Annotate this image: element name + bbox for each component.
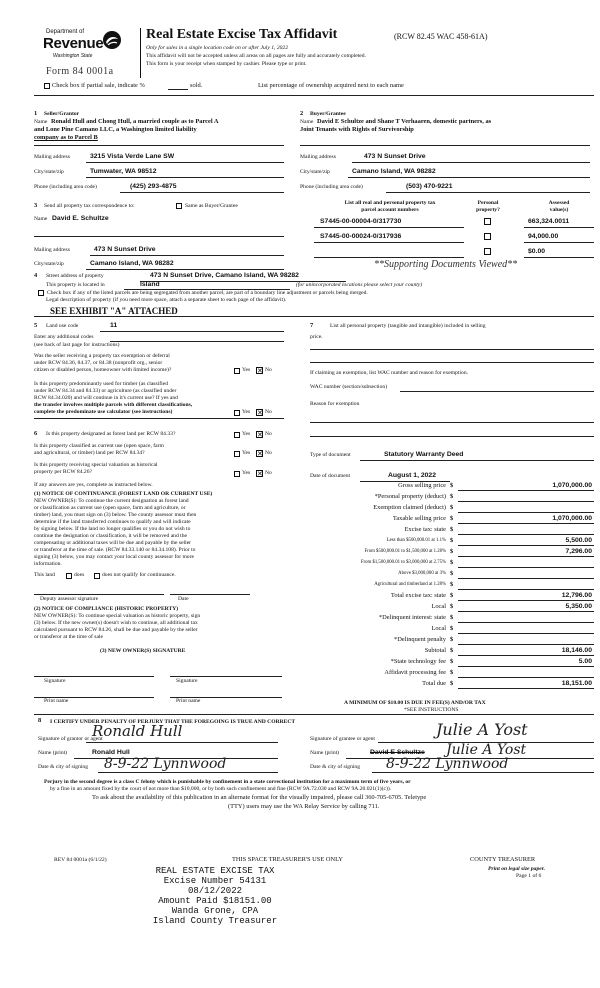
tax-corr-name-label: Name	[34, 216, 48, 222]
calc-underline	[458, 501, 594, 502]
seller-heading: Seller/Grantor	[44, 111, 80, 117]
dollar-sign: $	[450, 515, 454, 522]
stamp-line-4: Amount Paid $18151.00	[158, 896, 272, 906]
current-use-no-checkbox-checked[interactable]: ✕	[257, 450, 263, 458]
personal-property-label-2: price.	[310, 334, 323, 340]
header-divider	[140, 28, 141, 78]
seller-name-line-1: Ronald Hull and Chong Hull, a married couple as to Parcel A	[51, 118, 219, 125]
buyer-name-line-2: Joint Tenants with Rights of Survivorship	[300, 126, 414, 133]
exemption-yes-label: Yes	[242, 367, 251, 373]
seller-num: 1	[34, 110, 38, 117]
parcels-header-3: Assessed	[548, 200, 570, 206]
forest-no-checkbox-checked[interactable]: ✕	[257, 431, 263, 439]
see-instructions-note: *SEE INSTRUCTIONS	[404, 707, 459, 713]
parcel-row-1-number[interactable]: S7445-00-00004-0/317730	[320, 218, 402, 225]
grantee-name-label: Name (print)	[310, 750, 340, 756]
seller-mailing[interactable]: 3215 Vista Verde Lane SW	[90, 153, 175, 160]
current-use-yes-checkbox[interactable]	[234, 451, 240, 457]
seller-city[interactable]: Tumwater, WA 98512	[90, 168, 157, 175]
exemption-yes-checkbox[interactable]	[234, 368, 240, 374]
tax-corr-num: 3	[34, 202, 38, 209]
historic-question-line: property per RCW 84.26?	[34, 469, 92, 475]
notice-continuance-line: signing (3) below, you may contact your local county assessor for more	[34, 554, 194, 560]
timber-yes-label: Yes	[242, 409, 251, 415]
parcel-row-3-value[interactable]: $0.00	[528, 248, 546, 255]
parcels-header-3b: value(s)	[549, 207, 569, 213]
perjury-line-2: by a fine in an amount fixed by the court of not more than $10,000, or by both such confinement and fine (RCW 9A.72.030 and RCW 9A.20.021(1)(c)).	[50, 786, 392, 792]
calc-total-row-label: Total due	[422, 680, 446, 687]
segregated-checkbox[interactable]	[38, 290, 44, 296]
personal-property-label: List all personal property (tangible and intangible) included in selling	[330, 323, 486, 329]
notice-continuance-line: NEW OWNER(S): To continue the current designation as forest land	[34, 498, 189, 504]
calc-bracket-row-label: Agricultural and timberland at 1.28%	[374, 582, 446, 587]
segregated-label: Check box if any of the listed parcels are being segregated from another parcel, are part of a boundary line adjustment or parcels being merged.	[47, 290, 368, 296]
alternate-format-line-1: To ask about the availability of this publication in an alternate format for the visually impaired, please call 360-705-6705. Teletype	[92, 794, 427, 801]
deputy-assessor-label: Deputy assessor signature	[40, 596, 99, 602]
calc-underline	[458, 512, 594, 513]
seller-name-line-3: company as to Parcel B	[34, 134, 98, 141]
see-back-note: (see back of last page for instructions)	[34, 342, 120, 348]
unincorporated-note: (for unincorporated locations please select your county)	[296, 282, 423, 288]
does-qualify-checkbox[interactable]	[66, 573, 72, 579]
calc-total-row-value[interactable]: 18,151.00	[561, 680, 592, 687]
calc-total-row-label: Total excise tax: state	[390, 592, 446, 599]
parcel-row-3-personal-checkbox[interactable]	[484, 248, 491, 255]
wa-revenue-logo-icon	[102, 30, 122, 50]
notice-continuance-line: compensating or additional taxes will be due and payable by the seller	[34, 540, 192, 546]
treasurer-use-heading: THIS SPACE TREASURER'S USE ONLY	[232, 856, 343, 863]
timber-question-line: complete the predominate use calculator (see instructions)	[34, 409, 173, 415]
parcel-row-1-personal-checkbox[interactable]	[484, 218, 491, 225]
grantor-date-label: Date & city of signing	[38, 764, 89, 770]
minimum-due-note: A MINIMUM OF $10.00 IS DUE IN FEE(S) AND/OR TAX	[344, 700, 486, 706]
current-use-question-line: Is this property classified as current use (open space, farm	[34, 443, 164, 449]
calc-row-value[interactable]: 1,070,000.00	[552, 515, 592, 522]
historic-yes-checkbox[interactable]	[234, 471, 240, 477]
reason-for-exemption-label: Reason for exemption	[310, 401, 360, 407]
title-line-2: This affidavit will not be accepted unless all areas on all pages are fully and accurately completed.	[146, 53, 366, 59]
calc-bracket-row-label: From $500,000.01 to $1,500,000 at 1.28%	[364, 549, 446, 554]
dollar-sign: $	[450, 625, 454, 632]
calc-bracket-row-label: Above $3,000,000 at 3%	[398, 571, 446, 576]
dollar-sign: $	[450, 559, 454, 566]
calc-total-row-value[interactable]: 5,350.00	[565, 603, 592, 610]
dollar-sign: $	[450, 581, 454, 588]
notice-continuance-line: continue the designation or classification, it will be removed and the	[34, 533, 188, 539]
exemption-question-line: under RCW 84.36, 84.37, or 84.38 (nonprofit org., senior	[34, 360, 163, 366]
calc-bracket-row-label: Less than $500,000.01 at 1.1%	[386, 538, 446, 543]
seller-city-label: City/state/zip	[34, 169, 64, 175]
calc-row-label: Taxable selling price	[392, 515, 446, 522]
dollar-sign: $	[450, 570, 454, 577]
parcels-header-2b: property?	[476, 207, 500, 213]
grantee-name-handwritten[interactable]: Julie A Yost	[446, 742, 527, 758]
grantee-name-struck: David E Schultze	[370, 749, 425, 756]
dollar-sign: $	[450, 504, 454, 511]
parcel-row-2-number[interactable]: S7445-00-00024-0/317936	[320, 233, 402, 240]
buyer-name-line-1: David E Schultze and Shane T Verhaaren, domestic partners, as	[317, 118, 492, 125]
calc-underline	[458, 545, 594, 546]
dollar-sign: $	[450, 493, 454, 500]
calc-underline	[458, 534, 594, 535]
logo-name: Revenue	[43, 35, 104, 52]
forest-yes-checkbox[interactable]	[234, 432, 240, 438]
does-label: does	[74, 572, 85, 578]
street-address[interactable]: 473 N Sunset Drive, Camano Island, WA 98282	[150, 272, 299, 279]
notice-continuance-line: or classification as current use (open space, farm and agriculture, or	[34, 505, 186, 511]
calc-bracket-row-value[interactable]: 7,296.00	[565, 548, 592, 555]
parcels-header-2: Personal	[477, 200, 499, 206]
deputy-date-label: Date	[178, 596, 189, 602]
dollar-sign: $	[450, 603, 454, 610]
title-line-3: This form is your receipt when stamped by cashier. Please type or print.	[146, 61, 307, 67]
dollar-sign: $	[450, 669, 454, 676]
buyer-phone-label: Phone (including area code)	[300, 184, 363, 190]
calc-row-label: Exemption claimed (deduct)	[373, 504, 446, 511]
personal-property-num: 7	[310, 322, 314, 329]
tax-corr-mailing-label: Mailing address	[34, 247, 70, 253]
buyer-num: 2	[300, 110, 304, 117]
county-treasurer-heading: COUNTY TREASURER	[470, 856, 536, 863]
logo-state: Washington State	[53, 53, 93, 59]
seller-name-label: Name	[34, 119, 48, 125]
notice-continuance-title: (1) NOTICE OF CONTINUANCE (FOREST LAND OR CURRENT USE)	[34, 491, 213, 497]
calc-underline	[458, 644, 594, 645]
forest-num: 6	[34, 430, 38, 437]
grantee-date-label: Date & city of signing	[310, 764, 361, 770]
timber-question-line: the transfer involves multiple parcels with different classifications,	[34, 402, 193, 408]
dollar-sign: $	[450, 482, 454, 489]
perjury-line-1: Perjury in the second degree is a class C felony which is punishable by confinement in a state correctional institution for a maximum term of five years, or	[44, 779, 411, 785]
buyer-mailing[interactable]: 473 N Sunset Drive	[364, 153, 426, 160]
historic-yes-label: Yes	[242, 470, 251, 476]
forest-question: Is this property designated as forest land per RCW 84.33?	[46, 431, 176, 437]
document-type[interactable]: Statutory Warranty Deed	[384, 451, 464, 458]
buyer-city-label: City/state/zip	[300, 169, 330, 175]
stamp-line-5: Wanda Grone, CPA	[171, 906, 259, 916]
timber-question-line: RCW 84.34.020) and will continue in it's current use? If yes and	[34, 395, 178, 401]
any-yes-note: If any answers are yes, complete as instructed below.	[34, 482, 153, 488]
grantor-signature-label: Signature of grantor or agent	[38, 736, 103, 742]
dollar-sign: $	[450, 526, 454, 533]
partial-sale-sold: sold.	[190, 82, 203, 89]
alternate-format-line-2: (TTY) users may use the WA Relay Service by calling 711.	[228, 803, 380, 810]
parcel-row-1-value[interactable]: 663,324.0011	[528, 218, 570, 225]
timber-yes-checkbox[interactable]	[234, 410, 240, 416]
notice-compliance-line: NEW OWNER(S): To continue special valuation as historic property, sign	[34, 613, 201, 619]
buyer-phone[interactable]: (503) 470-9221	[406, 183, 453, 190]
stamp-line-3: 08/12/2022	[187, 886, 242, 896]
grantee-date-city[interactable]: 8-9-22 Lynnwood	[386, 756, 509, 772]
calc-bracket-row-value[interactable]: 5,500.00	[565, 537, 592, 544]
calc-row-label: Gross selling price	[398, 482, 446, 489]
historic-no-checkbox-checked[interactable]: ✕	[257, 470, 263, 478]
calc-underline	[458, 589, 594, 590]
page-number: Page 1 of 6	[516, 873, 542, 879]
seller-mailing-label: Mailing address	[34, 154, 70, 160]
current-use-no-label: No	[265, 450, 272, 456]
grantor-date-city[interactable]: 8-9-22 Lynnwood	[104, 756, 227, 772]
buyer-heading: Buyer/Grantee	[310, 111, 346, 117]
timber-no-label: No	[265, 409, 272, 415]
dollar-sign: $	[450, 680, 454, 687]
grantee-signature[interactable]: Julie A Yost	[436, 720, 528, 739]
notice-compliance-line: (3) below. If the new owner(s) doesn't wish to continue, all additional tax	[34, 620, 198, 626]
dollar-sign: $	[450, 614, 454, 621]
title-line-1: Only for sales in a single location code on or after July 1, 2022	[146, 45, 289, 51]
historic-question-line: Is this property receiving special valuation as historical	[34, 462, 158, 468]
tax-corr-mailing[interactable]: 473 N Sunset Drive	[94, 246, 156, 253]
grantor-name[interactable]: Ronald Hull	[92, 749, 130, 756]
exemption-no-checkbox-checked[interactable]: ✕	[257, 367, 263, 375]
exhibit-a-note: SEE EXHIBIT "A" ATTACHED	[50, 306, 178, 316]
stamp-line-2: Excise Number 54131	[163, 876, 267, 886]
street-label: Street address of property	[46, 273, 104, 279]
notice-compliance-line: calculated pursuant to RCW 84.26, shall be due and payable by the seller	[34, 627, 198, 633]
calc-total-row-label: Subtotal	[424, 647, 446, 654]
seller-name-line-2: and Lone Pine Camano LLC, a Washington limited liability	[34, 126, 197, 133]
tax-corr-name[interactable]: David E. Schultze	[52, 215, 109, 222]
this-land-label: This land	[34, 572, 55, 578]
parcels-header-1: List all real and personal property tax	[344, 200, 436, 206]
stamp-line-6: Island County Treasurer	[152, 916, 278, 926]
current-use-question-line: and agricultural, or timber) land per RCW 84.34?	[34, 450, 145, 456]
notice-continuance-line: or transferor at the time of sale. (RCW 84.33.140 or 84.34.108). Prior to	[34, 547, 196, 553]
partial-sale-checkbox[interactable]	[44, 83, 50, 89]
exemption-no-label: No	[265, 367, 272, 373]
exemption-wac-note: If claiming an exemption, list WAC number and reason for exemption.	[310, 370, 469, 376]
legal-paper-note: Print on legal size paper.	[488, 866, 546, 872]
logo-dept: Department of	[46, 29, 85, 35]
calc-underline	[458, 677, 594, 678]
list-percentage-note: List percentage of ownership acquired next to each name	[258, 82, 404, 89]
stamp-line-1: REAL ESTATE EXCISE TAX	[155, 866, 275, 876]
calc-bracket-row-label: From $1,500,000.01 to $3,000,000 at 2.75%	[360, 560, 446, 565]
grantee-signature-label: Signature of grantee or agent	[310, 736, 375, 742]
notice-continuance-line: timber) land, you must sign on (3) below. The county assessor must then	[34, 512, 197, 518]
dollar-sign: $	[450, 658, 454, 665]
tax-corr-label: Send all property tax correspondence to:	[44, 203, 135, 209]
street-num: 4	[34, 272, 38, 279]
tax-corr-city-label: City/state/zip	[34, 261, 64, 267]
notice-continuance-line: determine if the land transferred continues to qualify and will indicate	[34, 519, 191, 525]
parcels-header-1b: parcel account numbers	[361, 207, 419, 213]
calc-underline	[458, 688, 594, 689]
forest-no-label: No	[265, 431, 272, 437]
calc-underline	[458, 622, 594, 623]
calc-total-row-label: *Delinquent interest: state	[378, 614, 446, 621]
calc-underline	[458, 655, 594, 656]
calc-total-row-label: *Delinquent penalty	[394, 636, 446, 643]
dollar-sign: $	[450, 647, 454, 654]
wac-number-label: WAC number (section/subsection)	[310, 384, 388, 390]
certify-num: 8	[38, 717, 42, 724]
timber-no-checkbox-checked[interactable]: ✕	[257, 409, 263, 417]
parcel-row-2-personal-checkbox[interactable]	[484, 233, 491, 240]
land-use-num: 5	[34, 322, 38, 329]
additional-codes-label: Enter any additional codes	[34, 334, 94, 340]
document-date[interactable]: August 1, 2022	[388, 472, 436, 479]
form-title: Real Estate Excise Tax Affidavit	[146, 27, 338, 42]
dollar-sign: $	[450, 592, 454, 599]
current-use-yes-label: Yes	[242, 450, 251, 456]
land-use-label: Land use code	[46, 323, 79, 329]
grantor-name-label: Name (print)	[38, 750, 68, 756]
land-use-code[interactable]: 11	[110, 322, 118, 329]
calc-total-row-label: *State technology fee	[390, 658, 446, 665]
timber-question-line: under RCW 84.34 and 84.33) or agriculture (as classified under	[34, 388, 177, 394]
dollar-sign: $	[450, 636, 454, 643]
buyer-city[interactable]: Camano Island, WA 98282	[352, 168, 436, 175]
treasurer-receipt-stamp	[120, 866, 310, 926]
calc-underline	[458, 490, 594, 491]
seller-phone-label: Phone (including area code)	[34, 184, 97, 190]
supporting-docs-note: **Supporting Documents Viewed**	[374, 259, 518, 270]
calc-underline	[458, 633, 594, 634]
document-date-label: Date of document	[310, 473, 351, 479]
calc-total-row-value[interactable]: 12,796.00	[561, 592, 592, 599]
buyer-mailing-label: Mailing address	[300, 154, 336, 160]
calc-row-label: *Personal property (deduct)	[374, 493, 446, 500]
notice-compliance-title: (2) NOTICE OF COMPLIANCE (HISTORIC PROPERTY)	[34, 606, 179, 612]
exemption-question-line: Was the seller receiving a property tax exemption or deferral	[34, 353, 170, 359]
calc-row-value[interactable]: 1,070,000.00	[552, 482, 592, 489]
calc-total-row-label: Affidavit processing fee	[384, 669, 446, 676]
forest-yes-label: Yes	[242, 431, 251, 437]
notice-continuance-line: information.	[34, 561, 62, 567]
exemption-question-line: citizen or disabled person, homeowner with limited income)?	[34, 367, 172, 373]
legal-description-label: Legal description of property (if you need more space, attach a separate sheet to each page of the affidavit).	[46, 297, 287, 303]
tax-corr-city[interactable]: Camano Island, WA 98282	[90, 260, 174, 267]
timber-question-line: Is this property predominantly used for timber (as classified	[34, 381, 168, 387]
calc-underline	[458, 578, 594, 579]
form-number: Form 84 0001a	[46, 66, 114, 77]
dollar-sign: $	[450, 548, 454, 555]
calc-total-row-label: Local	[431, 603, 446, 610]
new-owner-signature-label: Signature	[44, 678, 66, 684]
notice-continuance-line: by signing below. If the land no longer qualifies or you do not wish to	[34, 526, 191, 532]
same-as-buyer-checkbox[interactable]	[176, 203, 182, 209]
partial-sale-label: Check box if partial sale, indicate %	[52, 82, 145, 89]
located-label: This property is located in	[46, 282, 105, 288]
located-county[interactable]: Island	[140, 281, 160, 288]
calc-underline	[458, 523, 594, 524]
does-not-label: does not qualify for continuance.	[102, 572, 176, 578]
new-owner-print-name-label: Print name	[44, 698, 69, 704]
certify-statement: I CERTIFY UNDER PENALTY OF PERJURY THAT THE FOREGOING IS TRUE AND CORRECT	[50, 719, 296, 725]
form-title-ref: (RCW 82.45 WAC 458-61A)	[394, 32, 488, 41]
seller-phone[interactable]: (425) 293-4875	[130, 183, 177, 190]
new-owner-print-name-label-2: Print name	[176, 698, 201, 704]
rev-number: REV 84 0001a (6/1/22)	[54, 857, 107, 863]
does-not-qualify-checkbox[interactable]	[94, 573, 100, 579]
calc-total-row-label: Local	[431, 625, 446, 632]
calc-underline	[458, 666, 594, 667]
grantor-signature[interactable]: Ronald Hull	[92, 722, 183, 740]
dollar-sign: $	[450, 537, 454, 544]
new-owner-signature-label-2: Signature	[176, 678, 198, 684]
calc-underline	[458, 600, 594, 601]
same-as-buyer-label: Same as Buyer/Grantee	[185, 203, 238, 209]
document-type-label: Type of document	[310, 452, 351, 458]
calc-underline	[458, 611, 594, 612]
calc-total-row-value[interactable]: 5.00	[578, 658, 592, 665]
calc-total-row-value[interactable]: 18,146.00	[561, 647, 592, 654]
historic-no-label: No	[265, 470, 272, 476]
notice-compliance-line: or transferor at the time of sale	[34, 634, 103, 640]
calc-underline	[458, 556, 594, 557]
buyer-name-label: Name	[300, 119, 314, 125]
parcel-row-2-value[interactable]: 94,000.00	[528, 233, 559, 240]
new-owner-signature-title: (3) NEW OWNER(S) SIGNATURE	[100, 648, 186, 654]
calc-row-label: Excise tax: state	[404, 526, 446, 533]
calc-underline	[458, 567, 594, 568]
